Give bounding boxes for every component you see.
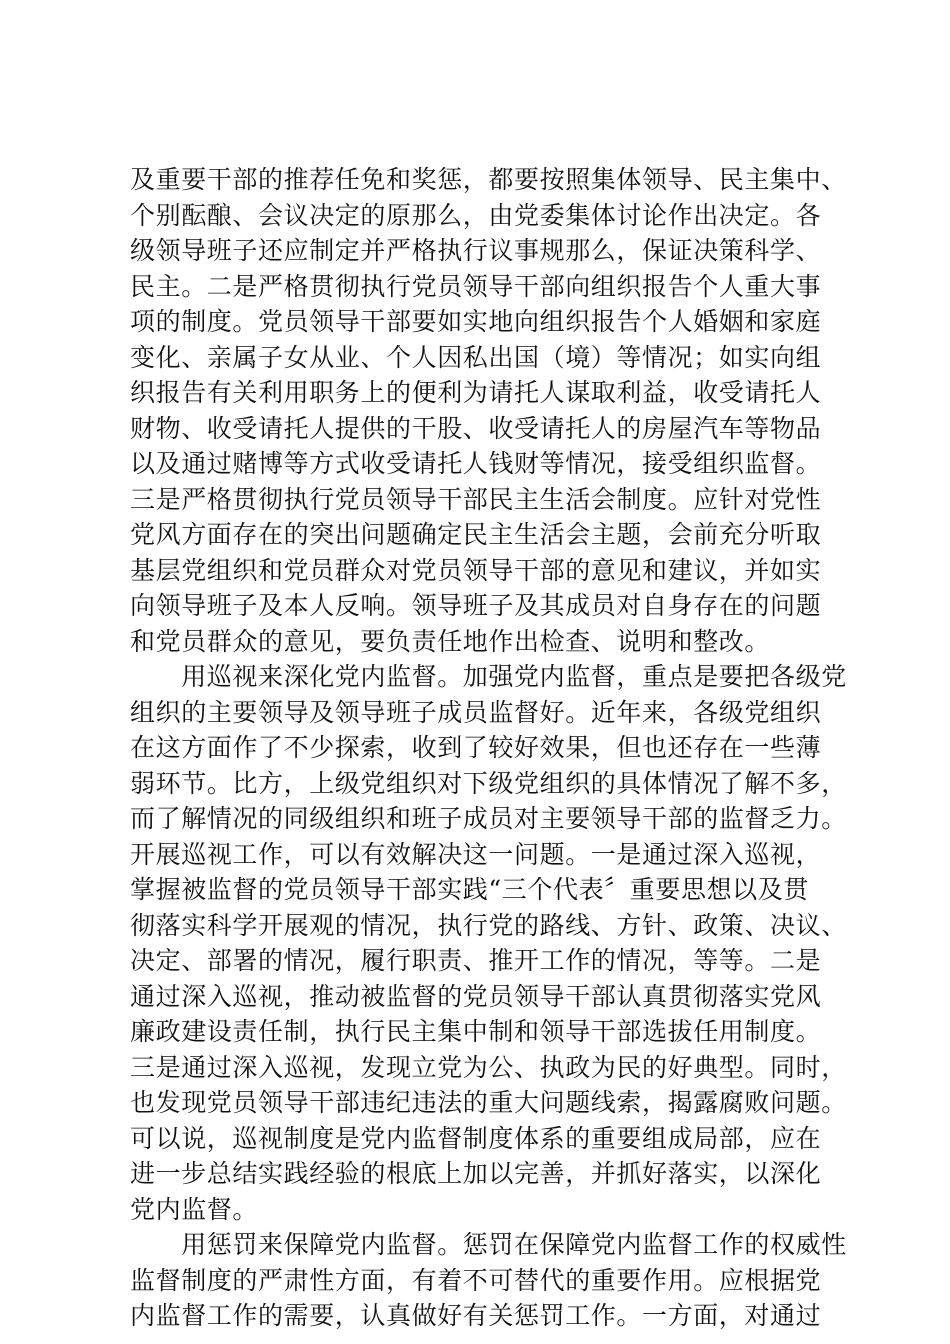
text-line: 以及通过赌博等方式收受请托人钱财等情况，接受组织监督。 [130, 449, 822, 478]
text-line: 基层党组织和党员群众对党员领导干部的意见和建议，并如实 [130, 555, 822, 585]
text-line: 而了解情况的同级组织和班子成员对主要领导干部的监督乏力。 [130, 804, 847, 833]
text-line: 彻落实科学开展观的情况，执行党的路线、方针、政策、决议、 [130, 910, 847, 940]
text-line: 向领导班子及本人反响。领导班子及其成员对自身存在的问题 [130, 591, 822, 620]
text-line: 也发现党员领导干部违纪违法的重大问题线索，揭露腐败问题。 [130, 1088, 847, 1117]
text-line: 三是通过深入巡视，发现立党为公、执政为民的好典型。同时， [130, 1052, 847, 1082]
text-line: 财物、收受请托人提供的干股、收受请托人的房屋汽车等物品 [130, 413, 822, 443]
text-line: 和党员群众的意见，要负责任地作出检查、说明和整改。 [130, 626, 771, 656]
paragraph-start-line: 用巡视来深化党内监督。加强党内监督，重点是要把各级党 [130, 662, 847, 691]
text-line: 掌握被监督的党员领导干部实践“三个代表〞重要思想以及贯 [130, 875, 809, 904]
text-line: 个别酝酿、会议决定的原那么，由党委集体讨论作出决定。各 [130, 200, 822, 230]
text-line: 内监督工作的需要，认真做好有关惩罚工作。一方面，对通过 [130, 1301, 822, 1330]
text-line: 在这方面作了不少探索，收到了较好效果，但也还存在一些薄 [130, 733, 822, 762]
text-line: 三是严格贯彻执行党员领导干部民主生活会制度。应针对党性 [130, 484, 822, 514]
text-line: 织报告有关利用职务上的便利为请托人谋取利益，收受请托人 [130, 378, 822, 407]
text-line: 进一步总结实践经验的根底上加以完善，并抓好落实，以深化 [130, 1159, 822, 1188]
text-line: 组织的主要领导及领导班子成员监督好。近年来，各级党组织 [130, 697, 822, 727]
text-line: 及重要干部的推荐任免和奖惩，都要按照集体领导、民主集中、 [130, 165, 847, 194]
text-line: 民主。二是严格贯彻执行党员领导干部向组织报告个人重大事 [130, 271, 822, 301]
text-line: 通过深入巡视，推动被监督的党员领导干部认真贯彻落实党风 [130, 981, 822, 1011]
text-line: 可以说，巡视制度是党内监督制度体系的重要组成局部，应在 [130, 1123, 822, 1153]
text-line: 党风方面存在的突出问题确定民主生活会主题，会前充分听取 [130, 520, 822, 549]
text-line: 变化、亲属子女从业、个人因私出国（境）等情况；如实向组 [130, 342, 822, 372]
text-line: 弱环节。比方，上级党组织对下级党组织的具体情况了解不多， [130, 768, 847, 798]
text-line: 决定、部署的情况，履行职责、推开工作的情况，等等。二是 [130, 946, 822, 975]
text-line: 项的制度。党员领导干部要如实地向组织报告个人婚姻和家庭 [130, 307, 822, 336]
text-line: 党内监督。 [130, 1194, 259, 1224]
paragraph-start-line: 用惩罚来保障党内监督。惩罚在保障党内监督工作的权威性 [130, 1230, 847, 1259]
body-text [130, 162, 847, 1334]
text-line: 廉政建设责任制，执行民主集中制和领导干部选拔任用制度。 [130, 1017, 822, 1046]
text-line: 监督制度的严肃性方面，有着不可替代的重要作用。应根据党 [130, 1265, 822, 1295]
text-line: 级领导班子还应制定并严格执行议事规那么，保证决策科学、 [130, 236, 822, 265]
text-line: 开展巡视工作，可以有效解决这一问题。一是通过深入巡视， [130, 839, 822, 869]
